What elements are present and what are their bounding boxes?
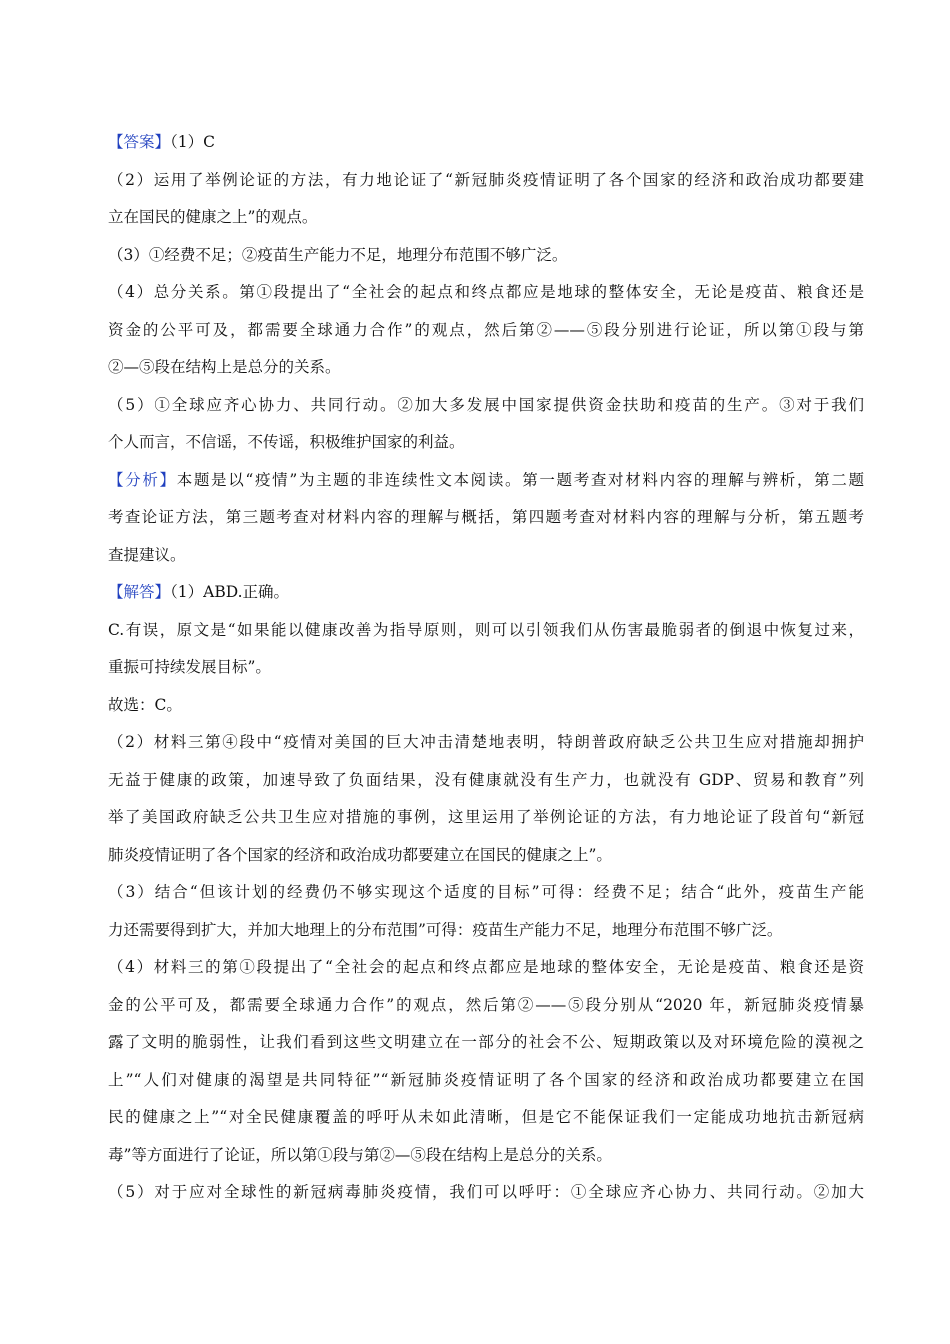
text-line	[108, 1137, 864, 1175]
line-text: C.有误，原文是“如果能以健康改善为指导原则，则可以引领我们从伤害最脆弱者的倒退中恢复过来，	[108, 620, 864, 639]
line-text: 重振可持续发展目标”。	[108, 658, 271, 676]
line-text: （3）①经费不足；②疫苗生产能力不足，地理分布范围不够广泛。	[108, 245, 568, 264]
line-text: 露了文明的脆弱性，让我们看到这些文明建立在一部分的社会不公、短期政策以及对环境危险的漠视之	[108, 1033, 864, 1051]
text-line	[108, 162, 864, 200]
text-line	[108, 349, 864, 387]
section-tag: 【分析】	[108, 470, 177, 489]
line-text: （3）结合“但该计划的经费仍不够实现这个适度的目标”可得：经费不足；结合“此外，疫苗生产能	[108, 883, 864, 901]
text-line	[108, 837, 864, 875]
line-text: （5）①全球应齐心协力、共同行动。②加大多发展中国家提供资金扶助和疫苗的生产。③对于我们	[108, 395, 864, 414]
line-text: （1）ABD.正确。	[170, 583, 290, 601]
line-text: 个人而言，不信谣，不传谣，积极维护国家的利益。	[108, 433, 465, 451]
text-line	[108, 724, 864, 762]
line-text: （2）运用了举例论证的方法，有力地论证了“新冠肺炎疫情证明了各个国家的经济和政治成功都要建	[108, 170, 864, 189]
text-line	[108, 237, 864, 275]
text-line	[108, 1062, 864, 1100]
answer-document	[108, 124, 864, 1212]
line-text: 金的公平可及，都需要全球通力合作”的观点，然后第②——⑤段分别从“2020 年，新冠肺炎疫情暴	[108, 995, 864, 1014]
text-line	[108, 1099, 864, 1137]
line-text: 上”“人们对健康的渴望是共同特征”“新冠肺炎疫情证明了各个国家的经济和政治成功都要建立在国	[108, 1070, 864, 1089]
section-tag: 【解答】	[108, 583, 171, 601]
section-tag: 【答案】	[108, 133, 171, 151]
line-text: 资金的公平可及，都需要全球通力合作”的观点，然后第②——⑤段分别进行论证，所以第①段与第	[108, 320, 864, 339]
text-line	[108, 987, 864, 1025]
text-line	[108, 124, 864, 162]
text-line	[108, 199, 864, 237]
text-line	[108, 799, 864, 837]
line-text: （2）材料三第④段中“疫情对美国的巨大冲击清楚地表明，特朗普政府缺乏公共卫生应对措施却拥护	[108, 733, 864, 751]
text-line	[108, 574, 864, 612]
line-text: 肺炎疫情证明了各个国家的经济和政治成功都要建立在国民的健康之上”。	[108, 845, 612, 864]
text-line	[108, 949, 864, 987]
text-line	[108, 1174, 864, 1212]
line-text: 举了美国政府缺乏公共卫生应对措施的事例，这里运用了举例论证的方法，有力地论证了段首句“新冠	[108, 808, 864, 826]
line-text: 故选：C。	[108, 695, 182, 714]
text-line	[108, 424, 864, 462]
text-line	[108, 274, 864, 312]
line-text: 无益于健康的政策，加速导致了负面结果，没有健康就没有生产力，也就没有 GDP、贸易和教育”列	[108, 770, 864, 789]
text-line	[108, 762, 864, 800]
line-text: 力还需要得到扩大，并加大地理上的分布范围”可得：疫苗生产能力不足，地理分布范围不够广泛。	[108, 920, 783, 939]
line-text: 毒”等方面进行了论证，所以第①段与第②—⑤段在结构上是总分的关系。	[108, 1145, 612, 1164]
text-line	[108, 612, 864, 650]
line-text: 民的健康之上”“对全民健康覆盖的呼吁从未如此清晰，但是它不能保证我们一定能成功地抗击新冠病	[108, 1108, 864, 1126]
text-line	[108, 537, 864, 575]
text-line	[108, 874, 864, 912]
line-text: 立在国民的健康之上”的观点。	[108, 208, 318, 226]
line-text: （4）总分关系。第①段提出了“全社会的起点和终点都应是地球的整体安全，无论是疫苗、粮食还是	[108, 283, 864, 301]
text-line	[108, 499, 864, 537]
text-line	[108, 387, 864, 425]
line-text: （1）C	[170, 133, 215, 151]
text-line	[108, 1024, 864, 1062]
text-line	[108, 462, 864, 500]
text-line	[108, 312, 864, 350]
line-text: （4）材料三的第①段提出了“全社会的起点和终点都应是地球的整体安全，无论是疫苗、粮食还是资	[108, 958, 864, 976]
line-text: 本题是以“疫情”为主题的非连续性文本阅读。第一题考查对材料内容的理解与辨析，第二题	[176, 470, 864, 489]
text-line	[108, 912, 864, 950]
text-line	[108, 687, 864, 725]
line-text: ②—⑤段在结构上是总分的关系。	[108, 358, 341, 376]
line-text: （5）对于应对全球性的新冠病毒肺炎疫情，我们可以呼吁：①全球应齐心协力、共同行动。②加大	[108, 1183, 864, 1201]
line-text: 查提建议。	[108, 545, 186, 564]
line-text: 考查论证方法，第三题考查对材料内容的理解与概括，第四题考查对材料内容的理解与分析，第五题考	[108, 508, 864, 526]
text-line	[108, 649, 864, 687]
